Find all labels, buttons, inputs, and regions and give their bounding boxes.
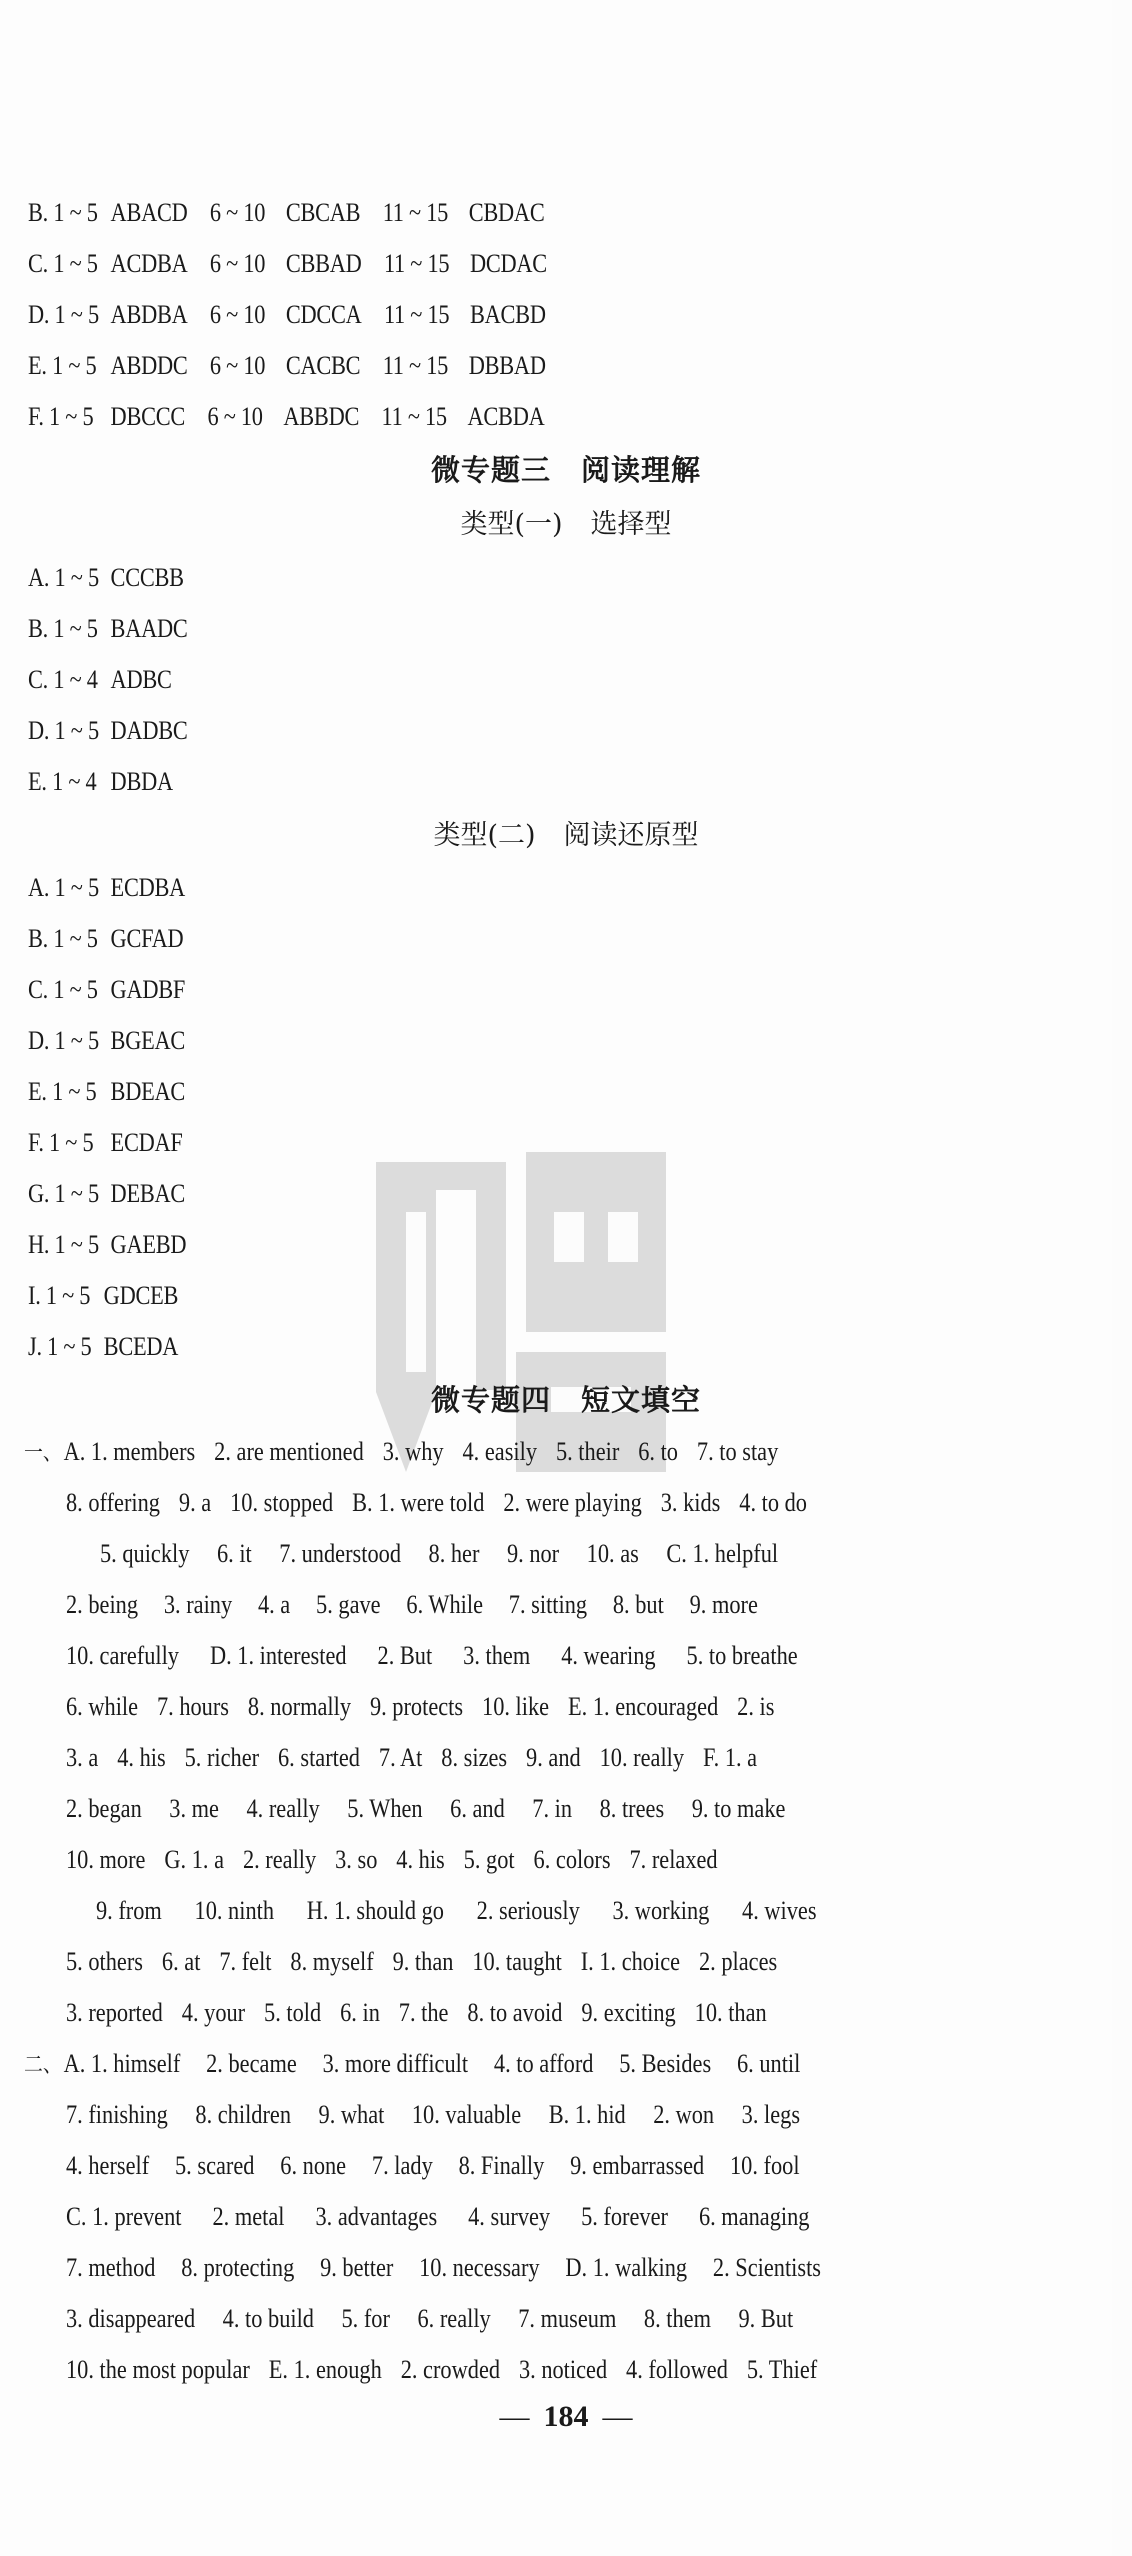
- part-marker: 一、: [24, 1441, 62, 1466]
- answer-item: 2. were playing: [503, 1488, 642, 1517]
- answer-item: 10. more: [66, 1845, 146, 1874]
- answer-item: 5. Besides: [619, 2049, 712, 2078]
- answer-row: [28, 664, 172, 696]
- answer-item: 9. and: [526, 1743, 581, 1772]
- answer-item: 2. being: [66, 1590, 139, 1619]
- answer-item: 2. places: [698, 1947, 778, 1976]
- answer-item: 5. told: [264, 1998, 322, 2027]
- answer-line: [96, 1895, 835, 1927]
- answer-item: 8. sizes: [441, 1743, 508, 1772]
- answer-item: A. 1. members: [63, 1437, 196, 1466]
- answer-item: 2. won: [653, 2100, 715, 2129]
- answer-row: [28, 350, 568, 382]
- answer-item: 10. carefully: [66, 1641, 179, 1670]
- answer-item: 3. so: [335, 1845, 378, 1874]
- answer-item: 5. scared: [175, 2151, 255, 2180]
- answer-item: 4. his: [117, 1743, 166, 1772]
- answer-item: 10. valuable: [411, 2100, 522, 2129]
- answer-line: [66, 1691, 793, 1723]
- answer-row: [28, 974, 185, 1006]
- answer-item: 7. the: [398, 1998, 449, 2027]
- answer-item: D. 1. interested: [209, 1641, 347, 1670]
- answer-group: CBBAD: [285, 249, 362, 278]
- answer-item: 10. taught: [472, 1947, 562, 1976]
- answer-item: 6. started: [278, 1743, 360, 1772]
- answer-row: [28, 872, 185, 904]
- answer-line: [24, 2048, 819, 2082]
- range-label: 11 ~ 15: [381, 402, 447, 431]
- answer-group: DADBC: [110, 716, 188, 745]
- answer-item: 7. method: [66, 2253, 156, 2282]
- answer-item: 2. began: [66, 1794, 142, 1823]
- answer-group: CBCAB: [285, 198, 361, 227]
- answer-item: 5. When: [347, 1794, 423, 1823]
- answer-item: 2. really: [242, 1845, 317, 1874]
- answer-item: F. 1. a: [702, 1743, 758, 1772]
- subsection-title: 阅读还原型: [563, 820, 699, 851]
- answer-item: 10. really: [599, 1743, 685, 1772]
- answer-line: [66, 2354, 836, 2386]
- answer-item: 10. necessary: [419, 2253, 540, 2282]
- answer-row: [28, 715, 188, 747]
- answer-item: 7. understood: [279, 1539, 401, 1568]
- answer-item: 8. to avoid: [467, 1998, 563, 2027]
- answer-item: E. 1. enough: [268, 2355, 382, 2384]
- answer-line: [66, 1640, 817, 1672]
- answer-line: [66, 2099, 819, 2131]
- answer-group: DBDA: [110, 767, 173, 796]
- answer-row: [28, 1280, 178, 1312]
- row-label: B. 1 ~ 5: [28, 614, 98, 643]
- answer-item: B. 1. hid: [548, 2100, 626, 2129]
- answer-item: 4. to do: [739, 1488, 807, 1517]
- answer-item: 10. the most popular: [66, 2355, 250, 2384]
- answer-item: 3. disappeared: [66, 2304, 196, 2333]
- answer-group: BDEAC: [110, 1077, 186, 1106]
- range-label: 6 ~ 10: [209, 249, 266, 278]
- answer-item: 10. like: [482, 1692, 550, 1721]
- answer-row: [28, 613, 188, 645]
- answer-item: 8. trees: [599, 1794, 665, 1823]
- answer-line: [66, 1793, 804, 1825]
- range-label: 11 ~ 15: [382, 351, 449, 380]
- answer-item: 8. but: [612, 1590, 664, 1619]
- row-label: B. 1 ~ 5: [28, 924, 98, 953]
- dash-left: —: [499, 2400, 530, 2433]
- answer-row: [28, 562, 184, 594]
- row-label: F. 1 ~ 5: [28, 402, 94, 431]
- row-label: C. 1 ~ 5: [28, 975, 98, 1004]
- answer-item: A. 1. himself: [63, 2049, 181, 2078]
- answer-item: 7. At: [378, 1743, 423, 1772]
- answer-item: D. 1. walking: [565, 2253, 688, 2282]
- answer-group: GDCEB: [103, 1281, 179, 1310]
- answer-item: 2. metal: [212, 2202, 285, 2231]
- range-label: 6 ~ 10: [209, 198, 266, 227]
- answer-row: [28, 1178, 185, 1210]
- answer-item: 3. why: [382, 1437, 444, 1466]
- answer-item: 9. a: [178, 1488, 212, 1517]
- subsection-heading: [0, 507, 1132, 543]
- answer-line: [66, 1844, 737, 1876]
- answer-group: ACDBA: [110, 249, 188, 278]
- answer-item: 9. nor: [506, 1539, 560, 1568]
- answer-row: [28, 197, 567, 229]
- row-label: C. 1 ~ 5: [28, 249, 98, 278]
- answer-group: ECDBA: [110, 873, 186, 902]
- answer-line: [66, 1946, 796, 1978]
- answer-item: 5. gave: [316, 1590, 381, 1619]
- answer-item: E. 1. encouraged: [568, 1692, 719, 1721]
- answer-item: C. 1. helpful: [666, 1539, 779, 1568]
- answer-item: 9. But: [738, 2304, 794, 2333]
- answer-item: 4. wearing: [561, 1641, 656, 1670]
- answer-item: C. 1. prevent: [66, 2202, 182, 2231]
- subsection-title: 选择型: [590, 509, 672, 540]
- answer-item: 10. ninth: [194, 1896, 275, 1925]
- row-label: D. 1 ~ 5: [28, 1026, 99, 1055]
- answer-row: [28, 299, 568, 331]
- answer-item: 2. are mentioned: [214, 1437, 364, 1466]
- answer-item: B. 1. were told: [352, 1488, 485, 1517]
- dash-right: —: [602, 2400, 633, 2433]
- answer-item: 6. colors: [533, 1845, 611, 1874]
- subsection-heading: [0, 818, 1132, 854]
- answer-item: 8. them: [643, 2304, 711, 2333]
- range-label: 11 ~ 15: [383, 300, 450, 329]
- answer-group: BACBD: [469, 300, 546, 329]
- answer-item: 9. embarrassed: [570, 2151, 705, 2180]
- answer-item: 9. to make: [691, 1794, 786, 1823]
- answer-item: 5. richer: [184, 1743, 260, 1772]
- answer-item: 8. her: [428, 1539, 480, 1568]
- row-label: E. 1 ~ 4: [28, 767, 97, 796]
- answer-group: CCCBB: [110, 563, 184, 592]
- answer-item: 3. legs: [741, 2100, 801, 2129]
- answer-item: 4. your: [181, 1998, 246, 2027]
- answer-item: 2. became: [206, 2049, 297, 2078]
- zeng-watermark-icon: [376, 1152, 676, 1472]
- answer-item: 2. But: [377, 1641, 433, 1670]
- answer-item: 8. myself: [290, 1947, 374, 1976]
- section-title: 短文填空: [581, 1383, 702, 1417]
- answer-item: I. 1. choice: [580, 1947, 681, 1976]
- answer-row: [28, 1331, 178, 1363]
- answer-group: ABACD: [110, 198, 188, 227]
- answer-row: [28, 401, 567, 433]
- answer-line: [24, 1436, 797, 1470]
- answer-item: 5. others: [66, 1947, 144, 1976]
- answer-group: GADBF: [110, 975, 186, 1004]
- answer-item: 7. hours: [156, 1692, 230, 1721]
- answer-item: 5. their: [555, 1437, 620, 1466]
- answer-group: ABDBA: [110, 300, 188, 329]
- answer-item: 5. Thief: [746, 2355, 818, 2384]
- answer-item: 6. at: [161, 1947, 201, 1976]
- answer-item: 4. easily: [462, 1437, 538, 1466]
- answer-item: H. 1. should go: [306, 1896, 444, 1925]
- answer-line: [66, 2150, 818, 2182]
- section-number: 微专题四: [430, 1383, 551, 1417]
- answer-line: [66, 1487, 826, 1519]
- answer-group: DBCCC: [110, 402, 186, 431]
- answer-item: 3. rainy: [163, 1590, 233, 1619]
- answer-item: 3. working: [612, 1896, 710, 1925]
- answer-item: 4. wives: [742, 1896, 817, 1925]
- answer-group: GCFAD: [110, 924, 184, 953]
- answer-group: BCEDA: [103, 1332, 179, 1361]
- section-heading: [0, 1382, 1132, 1418]
- answer-item: 10. stopped: [230, 1488, 334, 1517]
- answer-item: 3. me: [169, 1794, 219, 1823]
- answer-item: 9. than: [392, 1947, 454, 1976]
- answer-item: 6. it: [216, 1539, 252, 1568]
- answer-item: 8. offering: [66, 1488, 160, 1517]
- answer-item: 7. to stay: [696, 1437, 779, 1466]
- answer-item: 5. forever: [581, 2202, 668, 2231]
- answer-item: 4. his: [396, 1845, 445, 1874]
- answer-item: 6. and: [450, 1794, 505, 1823]
- answer-line: [66, 2252, 840, 2284]
- answer-item: 7. lady: [371, 2151, 433, 2180]
- answer-group: DBBAD: [468, 351, 546, 380]
- answer-item: 10. as: [586, 1539, 639, 1568]
- answer-row: [28, 1025, 185, 1057]
- section-number: 微专题三: [430, 453, 551, 487]
- answer-item: 6. in: [340, 1998, 380, 2027]
- answer-item: 5. quickly: [100, 1539, 190, 1568]
- subsection-number: 类型(一): [460, 509, 563, 540]
- page-number-value: 184: [543, 2400, 589, 2433]
- answer-item: 3. them: [463, 1641, 531, 1670]
- answer-item: 9. more: [689, 1590, 758, 1619]
- row-label: D. 1 ~ 5: [28, 300, 99, 329]
- answer-item: 4. followed: [626, 2355, 728, 2384]
- answer-group: BGEAC: [110, 1026, 186, 1055]
- answer-item: 5. for: [341, 2304, 390, 2333]
- answer-item: 8. protecting: [181, 2253, 295, 2282]
- answer-item: 4. a: [257, 1590, 291, 1619]
- answer-group: ECDAF: [110, 1128, 183, 1157]
- row-label: A. 1 ~ 5: [28, 563, 99, 592]
- answer-group: CDCCA: [285, 300, 362, 329]
- range-label: 6 ~ 10: [209, 351, 266, 380]
- answer-item: 6. until: [736, 2049, 801, 2078]
- row-label: I. 1 ~ 5: [28, 1281, 91, 1310]
- answer-item: 7. finishing: [66, 2100, 168, 2129]
- row-label: E. 1 ~ 5: [28, 1077, 97, 1106]
- answer-item: 9. from: [96, 1896, 162, 1925]
- answer-row: [28, 1076, 185, 1108]
- answer-item: 2. seriously: [476, 1896, 580, 1925]
- answer-line: [66, 1589, 777, 1621]
- answer-item: 10. than: [694, 1998, 767, 2027]
- answer-item: 4. really: [246, 1794, 320, 1823]
- answer-row: [28, 248, 569, 280]
- answer-item: 3. noticed: [518, 2355, 608, 2384]
- answer-item: 3. reported: [66, 1998, 163, 2027]
- answer-row: [28, 923, 183, 955]
- answer-item: 6. While: [406, 1590, 484, 1619]
- answer-item: G. 1. a: [164, 1845, 225, 1874]
- row-label: C. 1 ~ 4: [28, 665, 98, 694]
- row-label: B. 1 ~ 5: [28, 198, 98, 227]
- answer-row: [28, 1229, 186, 1261]
- answer-item: 9. what: [318, 2100, 385, 2129]
- answer-line: [66, 1742, 776, 1774]
- answer-item: 9. better: [320, 2253, 394, 2282]
- section-title: 阅读理解: [581, 453, 702, 487]
- row-label: A. 1 ~ 5: [28, 873, 99, 902]
- answer-item: 3. a: [66, 1743, 99, 1772]
- answer-item: 2. Scientists: [712, 2253, 821, 2282]
- part-marker: 二、: [24, 2053, 62, 2078]
- answer-line: [66, 2303, 812, 2335]
- answer-item: 2. crowded: [400, 2355, 501, 2384]
- answer-group: DEBAC: [110, 1179, 186, 1208]
- answer-line: [66, 1997, 786, 2029]
- range-label: 11 ~ 15: [382, 198, 449, 227]
- answer-item: 4. to build: [222, 2304, 314, 2333]
- answer-item: 3. advantages: [315, 2202, 438, 2231]
- row-label: G. 1 ~ 5: [28, 1179, 99, 1208]
- row-label: H. 1 ~ 5: [28, 1230, 99, 1259]
- answer-group: CBDAC: [468, 198, 545, 227]
- answer-item: 4. survey: [468, 2202, 551, 2231]
- answer-item: 2. is: [737, 1692, 775, 1721]
- answer-item: 8. normally: [247, 1692, 352, 1721]
- answer-group: ACBDA: [467, 402, 545, 431]
- row-label: E. 1 ~ 5: [28, 351, 97, 380]
- answer-group: ADBC: [110, 665, 172, 694]
- answer-item: 7. sitting: [508, 1590, 588, 1619]
- answer-group: CACBC: [285, 351, 361, 380]
- answer-item: 6. none: [280, 2151, 347, 2180]
- row-label: D. 1 ~ 5: [28, 716, 99, 745]
- answer-item: 9. protects: [369, 1692, 464, 1721]
- row-label: J. 1 ~ 5: [28, 1332, 92, 1361]
- page-number: [0, 2400, 1132, 2434]
- answer-group: BAADC: [110, 614, 188, 643]
- answer-line: [100, 1538, 797, 1570]
- answer-item: 5. got: [463, 1845, 515, 1874]
- answer-item: 9. exciting: [581, 1998, 676, 2027]
- answer-item: 6. managing: [698, 2202, 810, 2231]
- answer-group: GAEBD: [110, 1230, 187, 1259]
- answer-row: [28, 766, 173, 798]
- answer-item: 3. kids: [660, 1488, 721, 1517]
- range-label: 6 ~ 10: [209, 300, 266, 329]
- answer-group: DCDAC: [469, 249, 547, 278]
- answer-item: 7. relaxed: [629, 1845, 718, 1874]
- subsection-number: 类型(二): [433, 820, 536, 851]
- answer-item: 6. while: [66, 1692, 139, 1721]
- row-label: F. 1 ~ 5: [28, 1128, 94, 1157]
- section-heading: [0, 452, 1132, 488]
- answer-item: 7. felt: [219, 1947, 272, 1976]
- answer-item: 8. Finally: [458, 2151, 545, 2180]
- answer-item: 5. to breathe: [686, 1641, 798, 1670]
- range-label: 11 ~ 15: [383, 249, 450, 278]
- answer-item: 6. really: [417, 2304, 491, 2333]
- answer-item: 10. fool: [729, 2151, 800, 2180]
- answer-item: 6. to: [638, 1437, 678, 1466]
- answer-row: [28, 1127, 183, 1159]
- answer-item: 7. in: [532, 1794, 573, 1823]
- answer-line: [66, 2201, 828, 2233]
- answer-item: 4. to afford: [493, 2049, 594, 2078]
- answer-item: 4. herself: [66, 2151, 150, 2180]
- range-label: 6 ~ 10: [207, 402, 263, 431]
- answer-item: 7. museum: [518, 2304, 617, 2333]
- answer-item: 3. more difficult: [322, 2049, 469, 2078]
- answer-item: 8. children: [195, 2100, 292, 2129]
- answer-group: ABDDC: [110, 351, 188, 380]
- answer-group: ABBDC: [283, 402, 360, 431]
